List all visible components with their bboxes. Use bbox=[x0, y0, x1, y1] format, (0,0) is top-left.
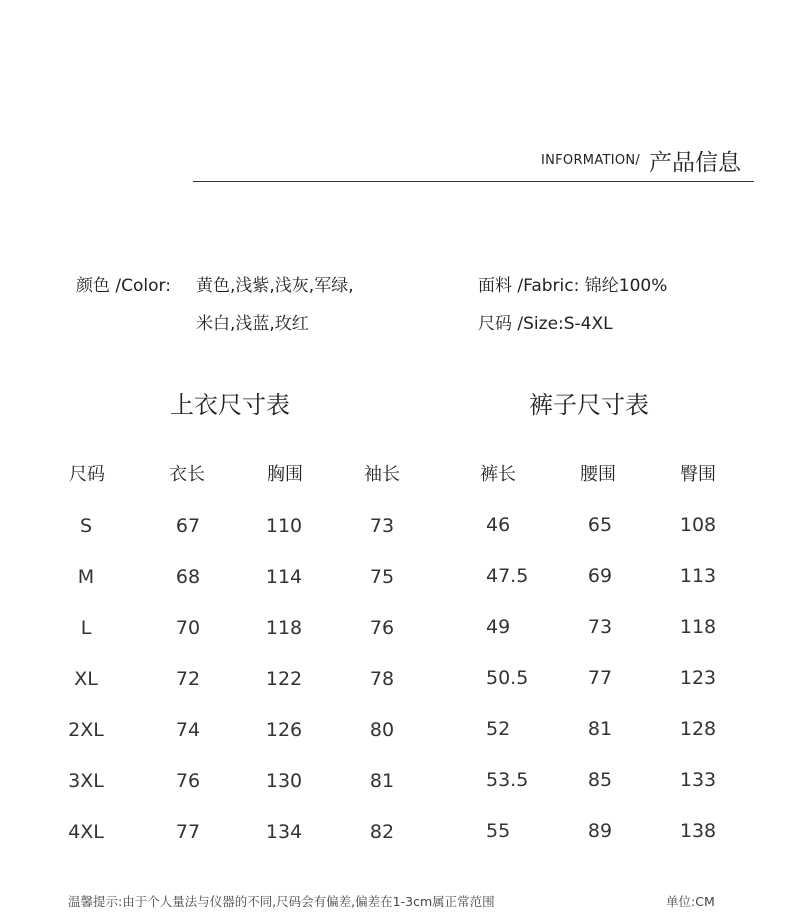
pants-cell-hip: 133 bbox=[679, 769, 717, 791]
pants-cell-waist: 89 bbox=[587, 820, 613, 842]
top-cell-sleeve: 73 bbox=[369, 515, 395, 537]
header-en-title: INFORMATION/ bbox=[541, 153, 641, 168]
top-size-table-title: 上衣尺寸表 bbox=[170, 391, 290, 419]
top-header-length: 衣长 bbox=[169, 464, 205, 485]
top-cell-chest: 118 bbox=[265, 617, 303, 639]
color-values-line2: 米白,浅蓝,玫红 bbox=[196, 314, 309, 334]
pants-cell-hip: 128 bbox=[679, 718, 717, 740]
top-cell-size: S bbox=[79, 515, 93, 537]
top-cell-sleeve: 78 bbox=[369, 668, 395, 690]
pants-cell-length: 52 bbox=[486, 718, 511, 740]
color-label: 颜色 /Color: bbox=[76, 276, 171, 296]
top-header-size: 尺码 bbox=[69, 464, 105, 485]
pants-cell-waist: 69 bbox=[587, 565, 613, 587]
pants-header-waist: 腰围 bbox=[580, 464, 616, 485]
size-tip-note: 温馨提示:由于个人量法与仪器的不同,尺码会有偏差,偏差在1-3cm属正常范围 bbox=[68, 894, 495, 909]
pants-cell-length: 55 bbox=[486, 820, 511, 842]
top-cell-length: 74 bbox=[175, 719, 201, 741]
pants-cell-waist: 65 bbox=[587, 514, 613, 536]
top-cell-size: 3XL bbox=[68, 770, 104, 792]
top-cell-length: 67 bbox=[175, 515, 201, 537]
top-cell-chest: 114 bbox=[265, 566, 303, 588]
pants-cell-length: 49 bbox=[486, 616, 511, 638]
top-cell-length: 76 bbox=[175, 770, 201, 792]
pants-cell-length: 47.5 bbox=[486, 565, 529, 587]
top-cell-length: 72 bbox=[175, 668, 201, 690]
top-cell-length: 68 bbox=[175, 566, 201, 588]
pants-cell-waist: 81 bbox=[587, 718, 613, 740]
top-cell-chest: 134 bbox=[265, 821, 303, 843]
pants-size-table-title: 裤子尺寸表 bbox=[529, 391, 649, 419]
top-cell-chest: 130 bbox=[265, 770, 303, 792]
header-cn-title: 产品信息 bbox=[649, 150, 741, 176]
top-header-sleeve: 袖长 bbox=[364, 464, 400, 485]
color-values-line1: 黄色,浅紫,浅灰,军绿, bbox=[196, 276, 354, 296]
pants-cell-length: 50.5 bbox=[486, 667, 529, 689]
pants-header-hip: 臀围 bbox=[680, 464, 716, 485]
top-cell-size: 4XL bbox=[68, 821, 104, 843]
top-cell-chest: 126 bbox=[265, 719, 303, 741]
pants-cell-hip: 123 bbox=[679, 667, 717, 689]
top-cell-size: M bbox=[77, 566, 95, 588]
top-cell-length: 70 bbox=[175, 617, 201, 639]
top-cell-sleeve: 75 bbox=[369, 566, 395, 588]
pants-cell-hip: 108 bbox=[679, 514, 717, 536]
top-cell-chest: 122 bbox=[265, 668, 303, 690]
top-cell-sleeve: 82 bbox=[369, 821, 395, 843]
pants-cell-length: 46 bbox=[486, 514, 511, 536]
size-info: 尺码 /Size:S-4XL bbox=[478, 314, 613, 334]
top-header-chest: 胸围 bbox=[267, 464, 303, 485]
pants-cell-waist: 73 bbox=[587, 616, 613, 638]
pants-cell-hip: 113 bbox=[679, 565, 717, 587]
pants-header-length: 裤长 bbox=[480, 464, 516, 485]
top-cell-size: L bbox=[80, 617, 92, 639]
top-cell-sleeve: 81 bbox=[369, 770, 395, 792]
top-cell-sleeve: 76 bbox=[369, 617, 395, 639]
fabric-info: 面料 /Fabric: 锦纶100% bbox=[478, 276, 668, 296]
pants-cell-waist: 85 bbox=[587, 769, 613, 791]
header-divider bbox=[193, 181, 754, 182]
pants-cell-hip: 118 bbox=[679, 616, 717, 638]
pants-cell-length: 53.5 bbox=[486, 769, 529, 791]
top-cell-length: 77 bbox=[175, 821, 201, 843]
pants-cell-waist: 77 bbox=[587, 667, 613, 689]
unit-label: 单位:CM bbox=[666, 894, 715, 909]
top-cell-size: XL bbox=[74, 668, 98, 690]
pants-cell-hip: 138 bbox=[679, 820, 717, 842]
top-cell-size: 2XL bbox=[68, 719, 104, 741]
top-cell-chest: 110 bbox=[265, 515, 303, 537]
top-cell-sleeve: 80 bbox=[369, 719, 395, 741]
